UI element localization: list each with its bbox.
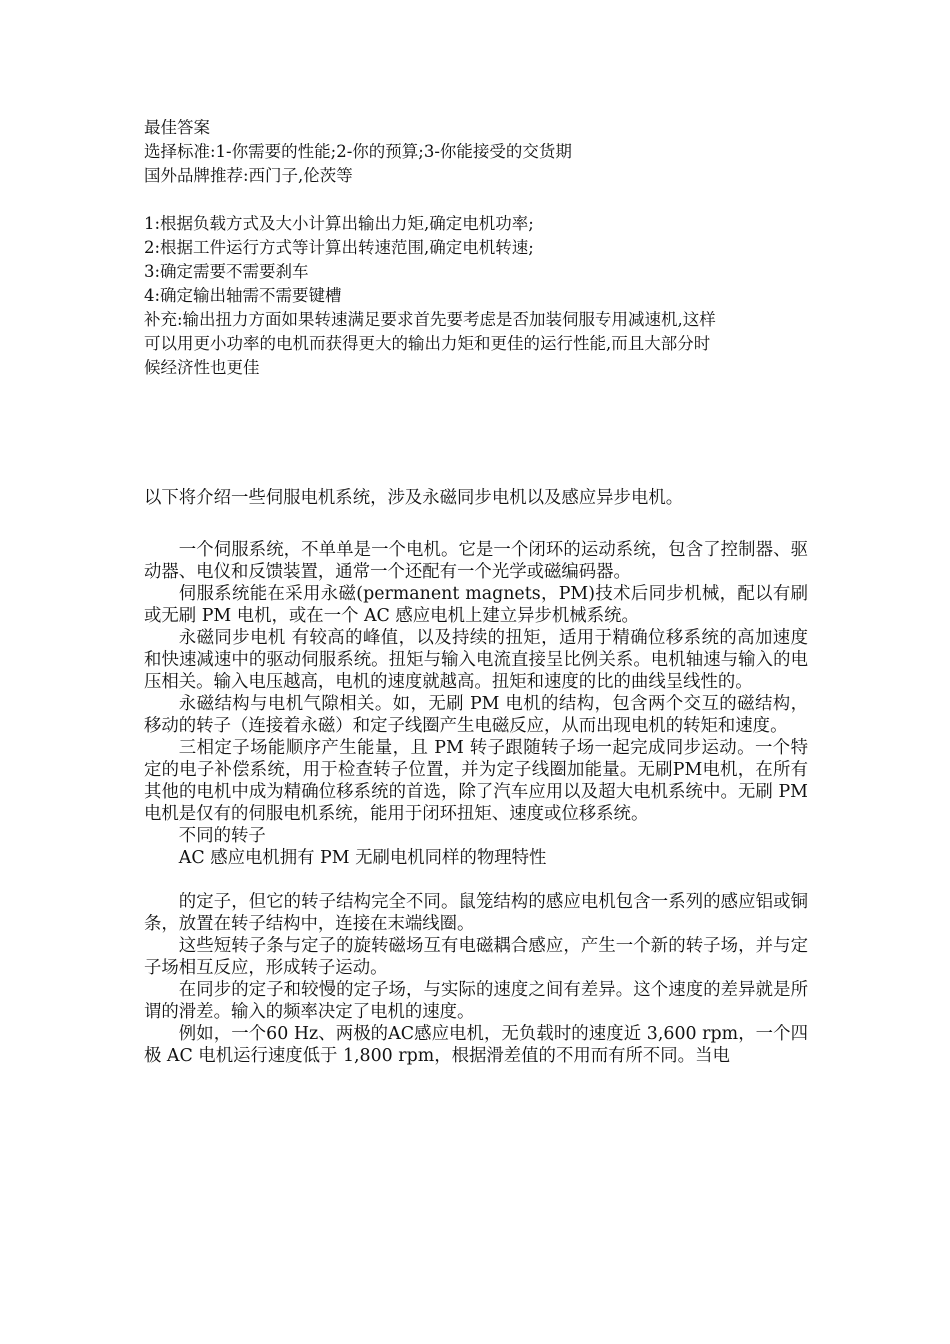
article-paragraph-pm-structure: 永磁结构与电机气隙相关。如，无刷 PM 电机的结构，包含两个交互的磁结构，移动的转子（连接着永磁）和定子线圈产生电磁反应，从而出现电机的转矩和速度。 [144, 694, 808, 736]
article-body [144, 539, 808, 1067]
article-paragraph-example: 例如，一个60 Hz、两极的AC感应电机，无负载时的速度近 3,600 rpm，一个四极 AC 电机运行速度低于 1,800 rpm，根据滑差值的不用而有所不同。当电 [144, 1024, 808, 1066]
article-paragraph-squirrel-cage: 的定子，但它的转子结构完全不同。鼠笼结构的感应电机包含一系列的感应铝或铜条，放置在转子结构中，连接在末端线圈。 [144, 892, 808, 934]
step-2-line: 2:根据工件运行方式等计算出转速范围,确定电机转速; [144, 238, 534, 257]
brand-recommendation-line: 国外品牌推荐:西门子,伦茨等 [144, 166, 353, 185]
best-answer-heading: 最佳答案 [144, 118, 210, 137]
article-subheading-rotor: 不同的转子 [178, 826, 266, 846]
article-paragraph-servo-system: 一个伺服系统，不单单是一个电机。它是一个闭环的运动系统，包含了控制器、驱动器、电仪和反馈装置，通常一个还配有一个光学或磁编码器。 [144, 540, 808, 582]
step-4-line: 4:确定输出轴需不需要键槽 [144, 286, 342, 305]
supplement-line-3: 候经济性也更佳 [144, 358, 260, 377]
supplement-line-2: 可以用更小功率的电机而获得更大的输出力矩和更佳的运行性能,而且大部分时 [144, 334, 711, 353]
document-page [144, 0, 808, 1344]
step-1-line: 1:根据负载方式及大小计算出输出力矩,确定电机功率; [144, 214, 534, 233]
article-paragraph-three-phase: 三相定子场能顺序产生能量，且 PM 转子跟随转子场一起完成同步运动。一个特定的电子补偿系统，用于检查转子位置，并为定子线圈加能量。无刷PM电机，在所有其他的电机中成为精确位移系统的首选，除了汽车应用以及超大电机系统中。无刷 PM 电机是仅有的伺服电机系统，能用于闭环扭矩、速度或位移系统。 [144, 738, 808, 824]
article-paragraph-ac-induction: AC 感应电机拥有 PM 无刷电机同样的物理特性 [178, 848, 547, 868]
selection-criteria-line: 选择标准:1-你需要的性能;2-你的预算;3-你能接受的交货期 [144, 142, 572, 161]
article-paragraph-pm-technology: 伺服系统能在采用永磁(permanent magnets，PM)技术后同步机械，配以有刷或无刷 PM 电机，或在一个 AC 感应电机上建立异步机械系统。 [144, 584, 808, 626]
article-paragraph-pm-synchronous: 永磁同步电机 有较高的峰值，以及持续的扭矩，适用于精确位移系统的高加速度和快速减速中的驱动伺服系统。扭矩与输入电流直接呈比例关系。电机轴速与输入的电压相关。输入电压越高，电机的速度就越高。扭矩和速度的比的曲线呈线性的。 [144, 628, 808, 692]
step-3-line: 3:确定需要不需要刹车 [144, 262, 309, 281]
article-paragraph-rotor-bars: 这些短转子条与定子的旋转磁场互有电磁耦合感应，产生一个新的转子场，并与定子场相互反应，形成转子运动。 [144, 936, 808, 978]
article-intro: 以下将介绍一些伺服电机系统，涉及永磁同步电机以及感应异步电机。 [144, 488, 684, 508]
supplement-line-1: 补充:输出扭力方面如果转速满足要求首先要考虑是否加装伺服专用减速机,这样 [144, 310, 716, 329]
article-paragraph-slip: 在同步的定子和较慢的定子场，与实际的速度之间有差异。这个速度的差异就是所谓的滑差。输入的频率决定了电机的速度。 [144, 980, 808, 1022]
